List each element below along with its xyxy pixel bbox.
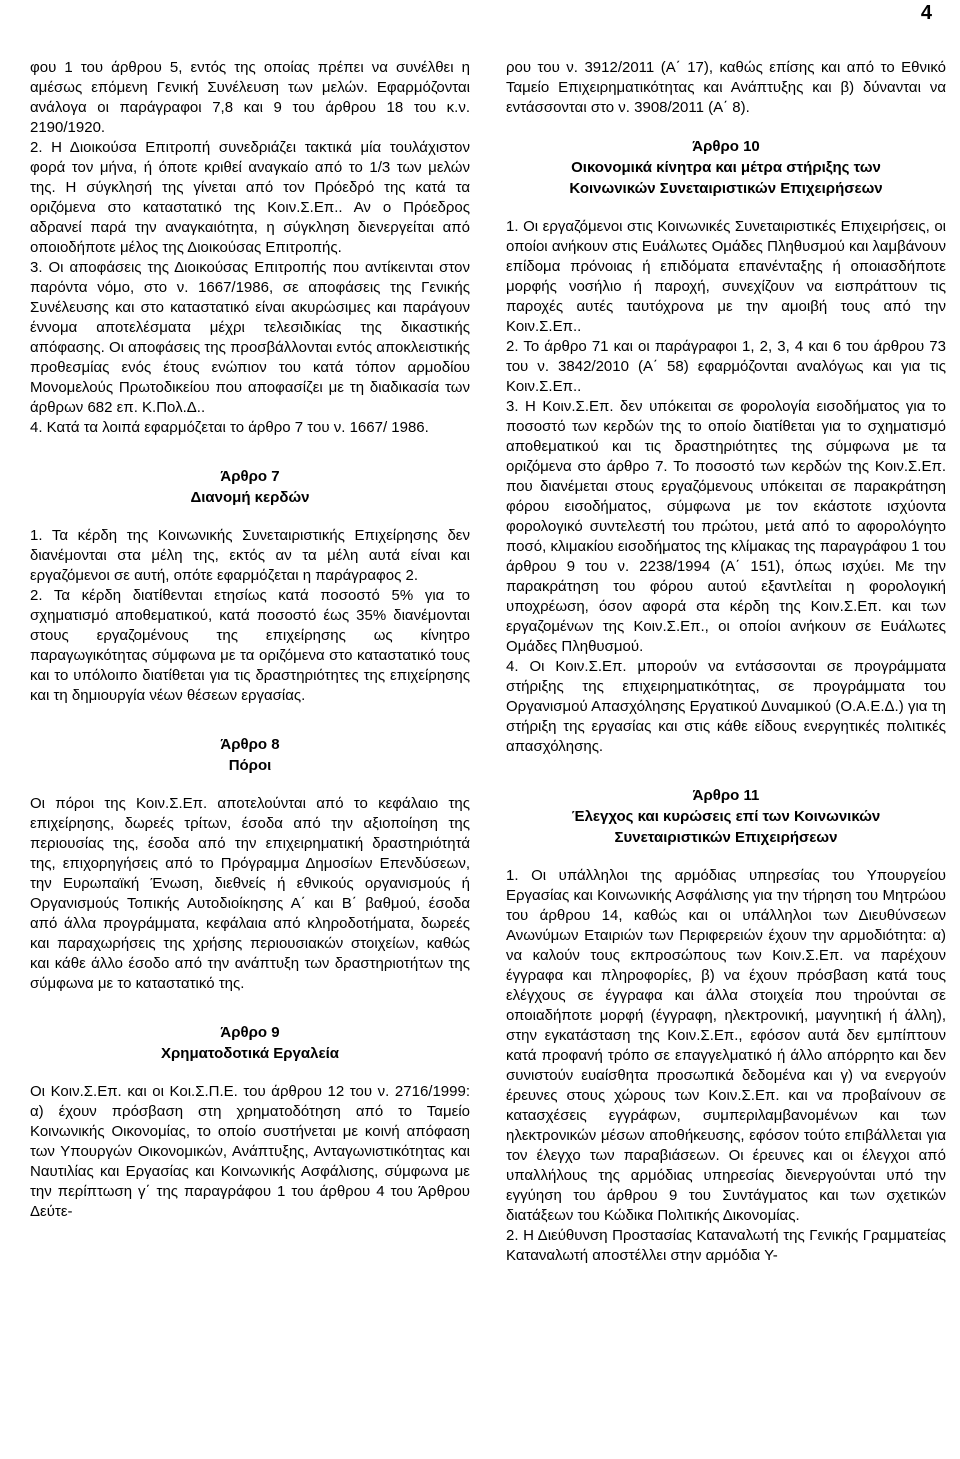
spacer (30, 438, 470, 466)
paragraph: 3. Οι αποφάσεις της Διοικούσας Επιτροπής που αντίκεινται στον παρόντα νόμο, στο ν. 1667/1986, σε αποφάσεις της Γενικής Συνέλευσης και στο καταστατικό είναι ακυρώσιμες και παράγουν έννομα αποτελέσματα μέχρι τελεσιδικίας της δικαστικής απόφασης. Οι αποφάσεις της προσβάλλονται εντός αποκλειστικής προθεσμίας ενός έτους ενώπιον του κατά τόπον αρμοδίου Μονομελούς Πρωτοδικείου που αποφασίζει με τη διαδικασία των άρθρων 682 επ. Κ.Πολ.Δ.. (30, 259, 470, 416)
article-heading (30, 1022, 470, 1064)
spacer (30, 1064, 470, 1082)
paragraph: ρου του ν. 3912/2011 (Α΄ 17), καθώς επίσης και από το Εθνικό Ταμείο Επιχειρηματικότητας και Ανάπτυξης και β) δύνανται να εντάσσονται στο ν. 3908/2011 (Α΄ 8). (506, 59, 946, 116)
article-number: Άρθρο 9 (220, 1024, 280, 1041)
spacer (30, 706, 470, 734)
article-title-line: Συνεταιριστικών Επιχειρήσεων (614, 829, 838, 846)
paragraph: φου 1 του άρθρου 5, εντός της οποίας πρέπει να συνέλθει η αμέσως επόμενη Γενική Συνέλευση των μελών. Εφαρμόζονται ανάλογα οι παράγραφοι 7,8 και 9 του άρθρου 18 του κ.ν. 2190/1920. (30, 59, 470, 136)
article-title: Διανομή κερδών (190, 489, 310, 506)
article-number: Άρθρο 7 (220, 468, 280, 485)
article-number: Άρθρο 10 (692, 138, 760, 155)
page-number: 4 (920, 2, 932, 24)
spacer (506, 757, 946, 785)
spacer (506, 848, 946, 866)
paragraph: Οι Κοιν.Σ.Επ. και οι Κοι.Σ.Π.Ε. του άρθρου 12 του ν. 2716/1999: α) έχουν πρόσβαση στη χρηματοδότηση από το Ταμείο Κοινωνικής Οικονομίας, το οποίο συστήνεται με κοινή απόφαση των Υπουργών Οικονομικών, Ανάπτυξης, Ανταγωνιστικότητας και Ναυτιλίας και Εργασίας και Κοινωνικής Ασφάλισης, σύμφωνα με την περίπτωση γ΄ της παραγράφου 1 του άρθρου 4 του Άρθρου Δεύτε- (30, 1083, 470, 1220)
article-heading (506, 785, 946, 848)
article-heading (30, 734, 470, 776)
article-title-line: Έλεγχος και κυρώσεις επί των Κοινωνικών (571, 808, 881, 825)
paragraph: 1. Οι υπάλληλοι της αρμόδιας υπηρεσίας του Υπουργείου Εργασίας και Κοινωνικής Ασφάλισης για την τήρηση του Μητρώου του άρθρου 14, καθώς και οι υπάλληλοι των Διευθύνσεων Ανωνύμων Εταιριών των Περιφερειών έχουν την αρμοδιότητα: α) να καλούν τους εκπροσώπους των Κοιν.Σ.Επ. να παρέχουν έγγραφα και πληροφορίες, β) να έχουν πρόσβαση κατά τους ελέγχους σε έγγραφα και άλλα στοιχεία που τηρούνται σε οποιαδήποτε μορφή (έγγραφη, ηλεκτρονική, μαγνητική ή άλλη), στην εγκατάσταση της Κοιν.Σ.Επ., εφόσον αυτά δεν εμπίπτουν κατά προφανή τρόπο σε επαγγελματικό ή άλλο απόρρητο και δεν συνιστούν ευαίσθητα προσωπικά δεδομένα και γ) να ενεργούν έρευνες στους χώρους των Κοιν.Σ.Επ. και να προβαίνουν σε κατασχέσεις εγγράφων, συμπεριλαμβανομένων και των ηλεκτρονικών μέσων αποθήκευσης, εφόσον τούτο επιβάλλεται για τον έλεγχο των παραβιάσεων. Οι έρευνες και οι έλεγχοι από υπαλλήλους της αρμόδιας υπηρεσίας διενεργούνται υπό την εγγύηση του άρθρου 9 του Συντάγματος και των σχετικών διατάξεων του Κώδικα Πολιτικής Δικονομίας. (506, 867, 946, 1224)
paragraph: 2. Το άρθρο 71 και οι παράγραφοι 1, 2, 3, 4 και 6 του άρθρου 73 του ν. 3842/2010 (Α΄ 58) εφαρμόζονται αναλόγως και για τις Κοιν.Σ.Επ.. (506, 338, 946, 395)
paragraph: 2. Τα κέρδη διατίθενται ετησίως κατά ποσοστό 5% για το σχηματισμό αποθεματικού, κατά ποσοστό έως 35% διανέμονται στους εργαζομένους της επιχείρησης ως κίνητρο παραγωγικότητας σύμφωνα με τα οριζόμενα στο καταστατικό τους και το υπόλοιπο διατίθεται για τις δραστηριότητες της επιχείρησης και τη δημιουργία νέων θέσεων εργασίας. (30, 587, 470, 704)
article-title: Χρηματοδοτικά Εργαλεία (161, 1045, 339, 1062)
paragraph: Οι πόροι της Κοιν.Σ.Επ. αποτελούνται από το κεφάλαιο της επιχείρησης, δωρεές τρίτων, έσοδα από την αξιοποίηση της περιουσίας της, έσοδα από την επιχειρηματική δραστηριότητά της, επιχορηγήσεις από το Πρόγραμμα Δημοσίων Επενδύσεων, την Ευρωπαϊκή Ένωση, διεθνείς ή εθνικούς οργανισμούς ή Οργανισμούς Τοπικής Αυτοδιοίκησης Α΄ και Β΄ βαθμού, έσοδα από άλλα προγράμματα, κεφάλαια από κληροδοτήματα, δωρεές και παραχωρήσεις της χρήσης περιουσιακών στοιχείων, καθώς και κάθε άλλο έσοδο από την ανάπτυξη των δραστηριοτήτων της σύμφωνα με το καταστατικό της. (30, 795, 470, 992)
left-column (30, 58, 470, 1266)
article-heading (506, 136, 946, 199)
spacer (506, 199, 946, 217)
spacer (30, 508, 470, 526)
article-heading (30, 466, 470, 508)
paragraph: 4. Κατά τα λοιπά εφαρμόζεται το άρθρο 7 του ν. 1667/ 1986. (30, 419, 429, 436)
paragraph: 3. Η Κοιν.Σ.Επ. δεν υπόκειται σε φορολογία εισοδήματος για το ποσοστό των κερδών της το οποίο διατίθεται για το σχηματισμό αποθεματικού και τις δραστηριότητες της σύμφωνα με τα οριζόμενα στο άρθρο 7. Το ποσοστό των κερδών της Κοιν.Σ.Επ. που διανέμεται στους εργαζόμενους υπόκειται σε παρακράτηση φόρου εισοδήματος, σύμφωνα με τον εκάστοτε ισχύοντα φορολογικό συντελεστή του πρώτου, μετά από το αφορολόγητο ποσό, κλιμακίου εισοδήματος της κλίμακας της παραγράφου 1 του άρθρου 9 του ν. 2238/1994 (Α΄ 151), όπως ισχύει. Με την παρακράτηση του φόρου αυτού εξαντλείται η φορολογική υποχρέωση, όσον αφορά στα κέρδη της Κοιν.Σ.Επ. και των εργαζομένων της Κοιν.Σ.Επ., οι οποίοι ανήκουν σε Ευάλωτες Ομάδες Πληθυσμού. (506, 398, 946, 655)
spacer (30, 776, 470, 794)
spacer (506, 118, 946, 136)
article-title: Πόροι (228, 757, 272, 774)
article-title-line: Κοινωνικών Συνεταιριστικών Επιχειρήσεων (569, 180, 883, 197)
paragraph: 1. Οι εργαζόμενοι στις Κοινωνικές Συνεταιριστικές Επιχειρήσεις, οι οποίοι ανήκουν στις Ευάλωτες Ομάδες Πληθυσμού και λαμβάνουν επίδομα πρόνοιας ή επιδόματα επανένταξης ή οποιασδήποτε μορφής νοσήλιο ή παροχή, συνεχίζουν να εισπράττουν τις παροχές αυτές ταυτόχρονα με την αμοιβή τους από την Κοιν.Σ.Επ.. (506, 218, 946, 335)
paragraph: 1. Τα κέρδη της Κοινωνικής Συνεταιριστικής Επιχείρησης δεν διανέμονται στα μέλη της, εκτός αν τα μέλη αυτά είναι και εργαζόμενοι σε αυτή, οπότε εφαρμόζεται η παράγραφος 2. (30, 527, 470, 584)
paragraph: 2. Η Διεύθυνση Προστασίας Καταναλωτή της Γενικής Γραμματείας Καταναλωτή αποστέλλει στην αρμόδια Υ- (506, 1227, 946, 1264)
article-title-line: Οικονομικά κίνητρα και μέτρα στήριξης των (571, 159, 881, 176)
article-number: Άρθρο 11 (692, 787, 760, 804)
right-column (506, 58, 946, 1266)
paragraph: 4. Οι Κοιν.Σ.Επ. μπορούν να εντάσσονται σε προγράμματα στήριξης της επιχειρηματικότητας, σε προγράμματα του Οργανισμού Απασχόλησης Εργατικού Δυναμικού (Ο.Α.Ε.Δ.) για τη στήριξη της εργασίας και στις κάθε είδους ενεργητικές πολιτικές απασχόλησης. (506, 658, 946, 755)
paragraph: 2. Η Διοικούσα Επιτροπή συνεδριάζει τακτικά μία τουλάχιστον φορά τον μήνα, ή όποτε κριθεί αναγκαίο από το 1/3 των μελών της. Η σύγκλησή της γίνεται από τον Πρόεδρό της κατά τα οριζόμενα στο καταστατικό της Κοιν.Σ.Επ.. Αν ο Πρόεδρος αδρανεί παρά την αναγκαιότητα, η σύγκληση διενεργείται από οποιοδήποτε μέλος της Διοικούσας Επιτροπής. (30, 139, 470, 256)
text-columns (30, 58, 946, 1266)
article-number: Άρθρο 8 (220, 736, 280, 753)
spacer (30, 994, 470, 1022)
